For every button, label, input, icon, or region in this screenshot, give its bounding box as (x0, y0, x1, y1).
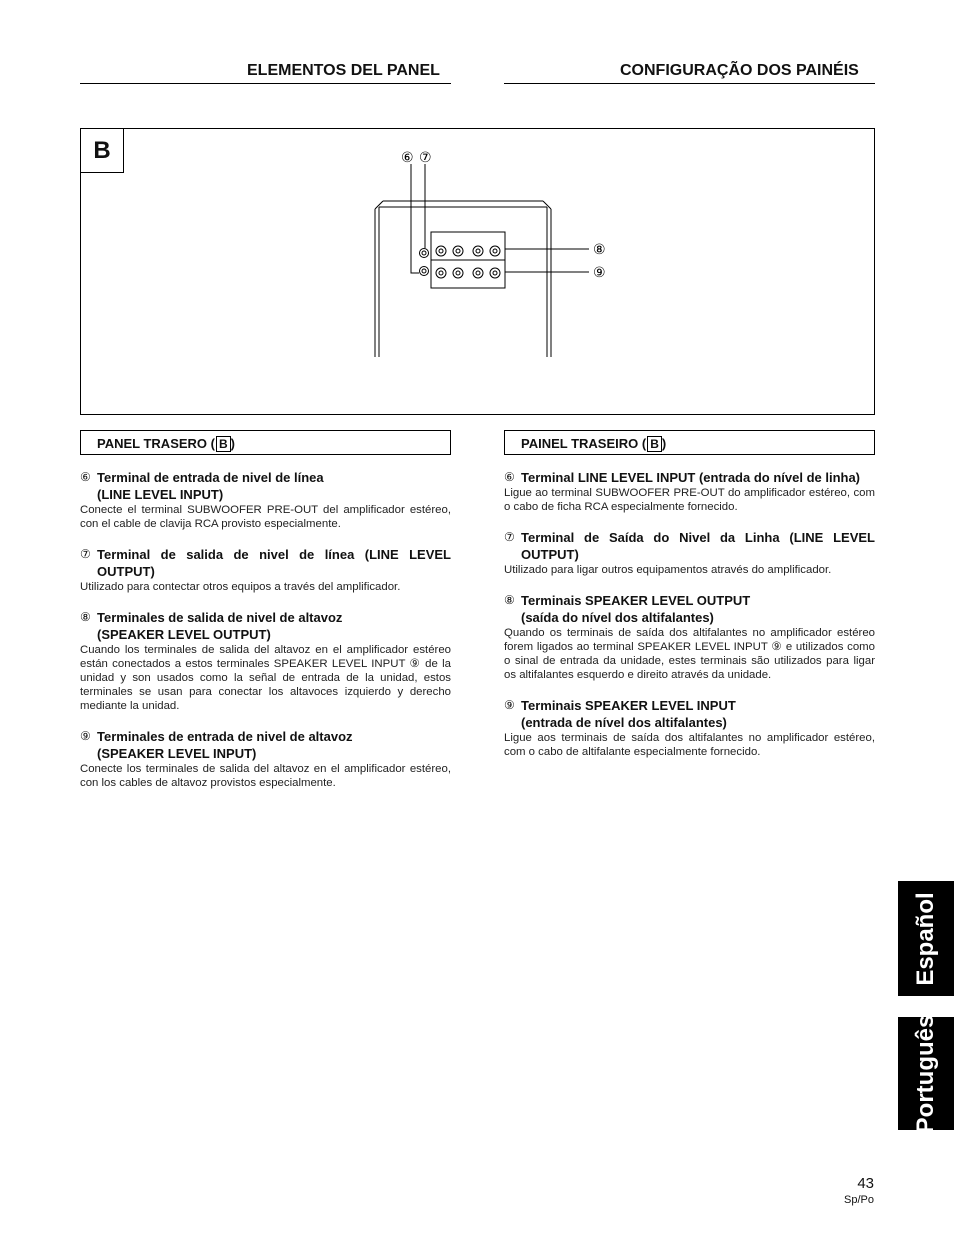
callout-9: ⑨ (593, 265, 606, 281)
list-item (504, 469, 875, 514)
item-title-sub: (entrada de nível dos altifalantes) (521, 715, 727, 730)
right-section-close: ) (661, 436, 667, 451)
callout-6: ⑥ (401, 150, 414, 166)
callout-8: ⑧ (593, 242, 606, 258)
item-title-sub: (SPEAKER LEVEL INPUT) (97, 746, 257, 761)
item-number: ⑧ (80, 610, 91, 624)
page-number: 43 (857, 1175, 874, 1192)
item-body: Quando os terminais de saída dos altifalantes no amplificador estéreo forem ligados ao terminal SPEAKER LEVEL INPUT ⑨ e utilizados como o sinal de entrada da unidade, estes terminais são utilizados para ligar os altifalantes esquerdo e direito através da unidade. (504, 627, 875, 681)
item-title (504, 697, 875, 731)
header-right: CONFIGURAÇÃO DOS PAINÉIS (620, 62, 859, 79)
list-item (80, 469, 451, 531)
item-title-sub: (LINE LEVEL INPUT) (97, 487, 224, 502)
figure-letter: B (81, 129, 124, 173)
item-title (80, 609, 451, 643)
item-title-text: Terminal de salida de nivel de línea (LINE LEVEL OUTPUT) (97, 547, 451, 579)
list-item (504, 697, 875, 759)
item-title-text: Terminais SPEAKER LEVEL OUTPUT (521, 593, 751, 608)
left-column (80, 469, 451, 805)
item-body: Ligue ao terminal SUBWOOFER PRE-OUT do amplificador estéreo, com o cabo de ficha RCA especialmente fornecido. (504, 487, 875, 513)
item-number: ⑦ (504, 530, 515, 544)
item-title (80, 546, 451, 580)
item-number: ⑥ (80, 470, 91, 484)
item-title-text: Terminal de Saída do Nivel da Linha (LINE LEVEL OUTPUT) (521, 530, 875, 562)
item-title-text: Terminais SPEAKER LEVEL INPUT (521, 698, 736, 713)
item-body: Cuando los terminales de salida del altavoz en el amplificador estéreo están conectados a estos terminales SPEAKER LEVEL INPUT ⑨ de la unidad y son usados como la señal de entrada de la unidad, estos terminales se usan para conectar los altavoces izquierdo y derecho mediante la unidad. (80, 644, 451, 712)
item-body: Utilizado para ligar outros equipamentos através do amplificador. (504, 564, 832, 576)
item-number: ⑧ (504, 593, 515, 607)
item-body: Utilizado para contectar otros equipos a través del amplificador. (80, 581, 401, 593)
right-section-box (504, 430, 875, 455)
item-title-text: Terminal de entrada de nivel de línea (97, 470, 324, 485)
list-item (80, 546, 451, 594)
left-section-label: PANEL TRASERO ( (97, 436, 215, 451)
item-title (80, 469, 451, 503)
header-right-rule (504, 83, 875, 84)
figure-box (80, 128, 875, 415)
callout-7: ⑦ (419, 150, 432, 166)
item-title-text: Terminales de entrada de nivel de altavoz (97, 729, 353, 744)
list-item (504, 529, 875, 577)
tab-portugues (898, 1014, 954, 1133)
item-title-text: Terminales de salida de nivel de altavoz (97, 610, 343, 625)
item-title-sub: (SPEAKER LEVEL OUTPUT) (97, 627, 271, 642)
right-column (504, 469, 875, 774)
item-number: ⑦ (80, 547, 91, 561)
item-title-sub: (saída do nível dos altifalantes) (521, 610, 714, 625)
list-item (80, 728, 451, 790)
item-number: ⑨ (80, 729, 91, 743)
page-code: Sp/Po (844, 1194, 874, 1206)
item-title (504, 469, 875, 486)
list-item (504, 592, 875, 682)
item-title (504, 592, 875, 626)
rear-panel-diagram (81, 129, 874, 414)
left-section-box (80, 430, 451, 455)
item-body: Ligue aos terminais de saída dos altifalantes no amplificador estéreo, com o cabo de altifalante especialmente fornecido. (504, 732, 875, 758)
item-title (504, 529, 875, 563)
header-left-rule (80, 83, 451, 84)
header-left: ELEMENTOS DEL PANEL (247, 62, 440, 79)
tab-espanol-label: Español (912, 891, 939, 986)
right-section-label: PAINEL TRASEIRO ( (521, 436, 647, 451)
item-title-text: Terminal LINE LEVEL INPUT (entrada do nível de linha) (521, 470, 861, 485)
item-body: Conecte los terminales de salida del altavoz en el amplificador estéreo, con los cables de altavoz provistos especialmente. (80, 763, 451, 789)
tab-espanol (898, 881, 954, 996)
left-section-badge: B (216, 436, 231, 452)
item-number: ⑨ (504, 698, 515, 712)
item-number: ⑥ (504, 470, 515, 484)
right-section-badge: B (647, 436, 662, 452)
item-body: Conecte el terminal SUBWOOFER PRE-OUT del amplificador estéreo, con el cable de clavija RCA provisto especialmente. (80, 504, 451, 530)
tab-portugues-label: Português (912, 1014, 939, 1133)
list-item (80, 609, 451, 713)
item-title (80, 728, 451, 762)
left-section-close: ) (230, 436, 235, 451)
